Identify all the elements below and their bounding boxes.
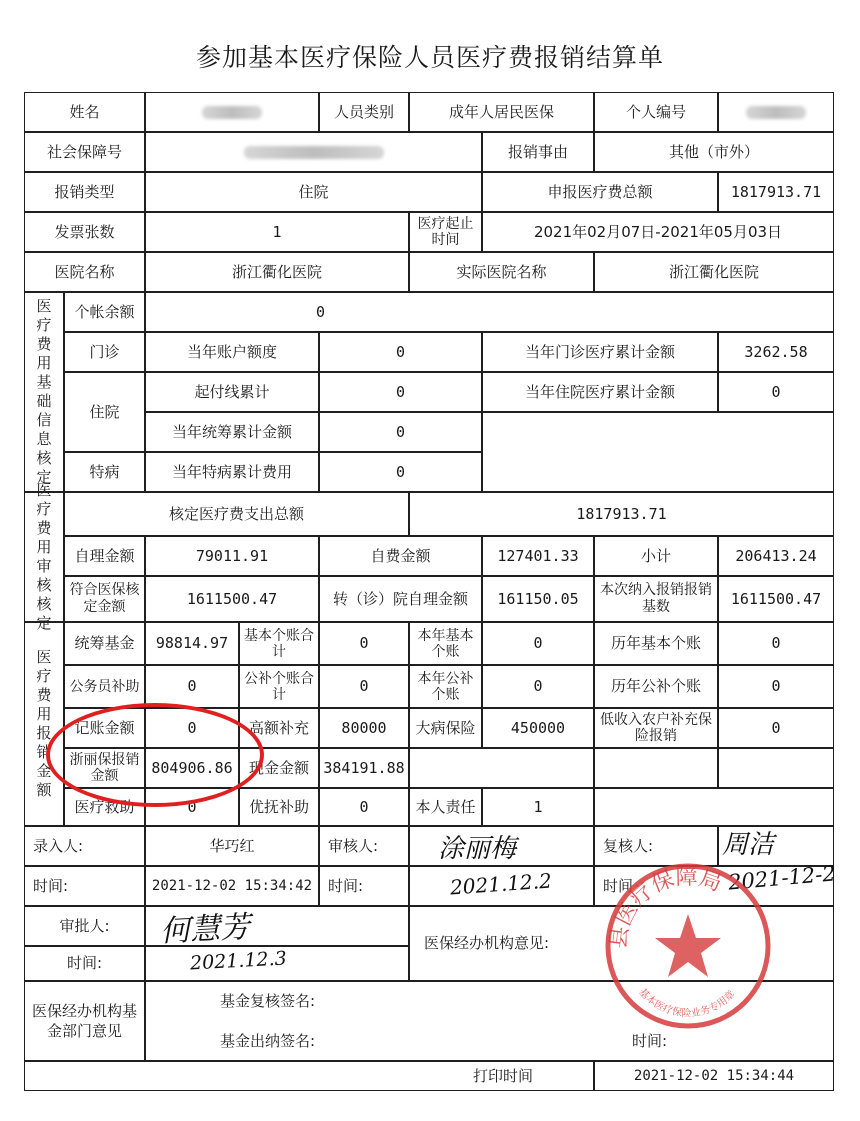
annual-account-value: 0 <box>319 332 482 372</box>
hospital-value: 浙江衢化医院 <box>145 252 409 292</box>
payment-blank-1 <box>409 748 594 788</box>
rechecker-signature: 周洁 <box>722 830 775 860</box>
name-value-redacted <box>145 92 319 132</box>
time3-signature: 2021-12-2 <box>727 861 837 895</box>
deductible-value: 0 <box>319 372 482 412</box>
self-pay-value: 79011.91 <box>145 536 319 576</box>
print-time-value: 2021-12-02 15:34:44 <box>594 1061 834 1091</box>
hist-basic-value: 0 <box>718 622 834 665</box>
pooled-value: 0 <box>319 412 482 452</box>
cash-label: 现金金额 <box>239 748 319 788</box>
person-type-label: 人员类别 <box>319 92 409 132</box>
fund-cashier-label: 基金出纳签名: <box>220 1032 316 1050</box>
personal-no-redacted <box>718 92 834 132</box>
person-type-value: 成年人居民医保 <box>409 92 594 132</box>
serious-value: 450000 <box>482 708 594 748</box>
hist-public-label: 历年公补个账 <box>594 665 718 708</box>
actual-hospital-label: 实际医院名称 <box>409 252 594 292</box>
payment-blank-2 <box>594 748 718 788</box>
print-time-label: 打印时间 <box>24 1061 594 1091</box>
payment-blank-3 <box>718 748 834 788</box>
account-balance-value: 0 <box>145 292 834 332</box>
reviewer-label: 审核人: <box>319 826 409 866</box>
high-label: 高额补充 <box>239 708 319 748</box>
basic-info-blank <box>482 412 834 492</box>
personal-no-label: 个人编号 <box>594 92 718 132</box>
self-pay-label: 自理金额 <box>64 536 145 576</box>
outpatient-label: 门诊 <box>64 332 145 372</box>
time-label-4: 时间: <box>24 946 145 981</box>
special-label: 特病 <box>64 452 145 492</box>
base-value: 1611500.47 <box>718 576 834 622</box>
pooled-fund-value: 98814.97 <box>145 622 239 665</box>
civil-value: 0 <box>145 665 239 708</box>
year-basic-value: 0 <box>482 622 594 665</box>
self-expense-value: 127401.33 <box>482 536 594 576</box>
time-label-2: 时间: <box>319 866 409 906</box>
basic-acct-value: 0 <box>319 622 409 665</box>
time-value-1: 2021-12-02 15:34:42 <box>145 866 319 906</box>
review-section-label: 医疗费用审核核定 <box>24 492 64 622</box>
approved-total-value: 1817913.71 <box>409 492 834 536</box>
period-value: 2021年02月07日-2021年05月03日 <box>482 212 834 252</box>
entry-person: 华巧红 <box>145 826 319 866</box>
self-expense-label: 自费金额 <box>319 536 482 576</box>
self-resp-value: 1 <box>482 788 594 826</box>
seal-bottom-text: 基本医疗保险业务专用章 <box>636 986 738 1020</box>
reason-label: 报销事由 <box>482 132 594 172</box>
entry-label: 录入人: <box>24 826 145 866</box>
public-acct-label: 公补个账合计 <box>239 665 319 708</box>
outpatient-cum-value: 3262.58 <box>718 332 834 372</box>
self-resp-label: 本人责任 <box>409 788 482 826</box>
claim-type-value: 住院 <box>145 172 482 212</box>
social-no-redacted <box>145 132 482 172</box>
year-public-value: 0 <box>482 665 594 708</box>
eligible-value: 1611500.47 <box>145 576 319 622</box>
cash-value: 384191.88 <box>319 748 409 788</box>
document-title: 参加基本医疗保险人员医疗费报销结算单 <box>195 43 664 72</box>
subtotal-label: 小计 <box>594 536 718 576</box>
approver-signature: 何慧芳 <box>159 909 252 950</box>
basic-acct-label: 基本个账合计 <box>239 622 319 665</box>
fund-review-label: 基金复核签名: <box>220 992 316 1010</box>
highlight-oval <box>46 703 264 807</box>
base-label: 本次纳入报销报销基数 <box>594 576 718 622</box>
inpatient-cum-value: 0 <box>718 372 834 412</box>
name-label: 姓名 <box>24 92 145 132</box>
svg-text:基本医疗保险业务专用章 <box>636 985 737 1019</box>
year-basic-label: 本年基本个账 <box>409 622 482 665</box>
transfer-value: 161150.05 <box>482 576 594 622</box>
year-public-label: 本年公补个账 <box>409 665 482 708</box>
pooled-label: 当年统筹累计金额 <box>145 412 319 452</box>
payment-blank-4 <box>594 788 834 826</box>
high-value: 80000 <box>319 708 409 748</box>
period-label: 医疗起止时间 <box>409 212 482 252</box>
approved-total-label: 核定医疗费支出总额 <box>64 492 409 536</box>
civil-label: 公务员补助 <box>64 665 145 708</box>
invoice-count-label: 发票张数 <box>24 212 145 252</box>
social-no-label: 社会保障号 <box>24 132 145 172</box>
hist-public-value: 0 <box>718 665 834 708</box>
public-acct-value: 0 <box>319 665 409 708</box>
time-label-5: 时间: <box>632 1032 668 1050</box>
low-income-label: 低收入农户补充保险报销 <box>594 708 718 748</box>
svg-text:县医疗保障局 <box>606 865 725 950</box>
actual-hospital-value: 浙江衢化医院 <box>594 252 834 292</box>
aid-label: 医疗救助 <box>64 788 145 826</box>
payment-section-label: 医疗费用报销金额 <box>24 622 64 826</box>
deductible-label: 起付线累计 <box>145 372 319 412</box>
official-seal <box>600 858 776 1034</box>
reviewer-signature: 涂丽梅 <box>438 834 517 864</box>
time-label-1: 时间: <box>24 866 145 906</box>
aid-value: 0 <box>145 788 239 826</box>
inpatient-label: 住院 <box>64 372 145 452</box>
low-income-value: 0 <box>718 708 834 748</box>
time2-signature: 2021.12.2 <box>449 868 553 900</box>
special-cum-value: 0 <box>319 452 482 492</box>
ledger-value: 0 <box>145 708 239 748</box>
invoice-count-value: 1 <box>145 212 409 252</box>
total-declared-label: 申报医疗费总额 <box>482 172 718 212</box>
ledger-label: 记账金额 <box>64 708 145 748</box>
total-declared-value: 1817913.71 <box>718 172 834 212</box>
pooled-fund-label: 统筹基金 <box>64 622 145 665</box>
claim-type-label: 报销类型 <box>24 172 145 212</box>
zheli-label: 浙丽保报销金额 <box>64 748 145 788</box>
approver-label: 审批人: <box>24 906 145 946</box>
reason-value: 其他（市外） <box>594 132 834 172</box>
special-cum-label: 当年特病累计费用 <box>145 452 319 492</box>
transfer-label: 转（诊）院自理金额 <box>319 576 482 622</box>
account-balance-label: 个帐余额 <box>64 292 145 332</box>
hist-basic-label: 历年基本个账 <box>594 622 718 665</box>
time-label-3: 时间 <box>594 866 834 906</box>
pref-value: 0 <box>319 788 409 826</box>
seal-top-text: 县医疗保障局 <box>606 864 725 951</box>
annual-account-label: 当年账户额度 <box>145 332 319 372</box>
eligible-label: 符合医保核定金额 <box>64 576 145 622</box>
inpatient-cum-label: 当年住院医疗累计金额 <box>482 372 718 412</box>
rechecker-label: 复核人: <box>594 826 718 866</box>
subtotal-value: 206413.24 <box>718 536 834 576</box>
pref-label: 优抚补助 <box>239 788 319 826</box>
serious-label: 大病保险 <box>409 708 482 748</box>
basic-info-section-label: 医疗费用基础信息核定 <box>24 292 64 492</box>
fund-dept-label: 医保经办机构基金部门意见 <box>24 981 145 1061</box>
time4-signature: 2021.12.3 <box>189 947 288 975</box>
zheli-value: 804906.86 <box>145 748 239 788</box>
outpatient-cum-label: 当年门诊医疗累计金额 <box>482 332 718 372</box>
agency-opinion-label: 医保经办机构意见: <box>424 934 550 952</box>
hospital-label: 医院名称 <box>24 252 145 292</box>
